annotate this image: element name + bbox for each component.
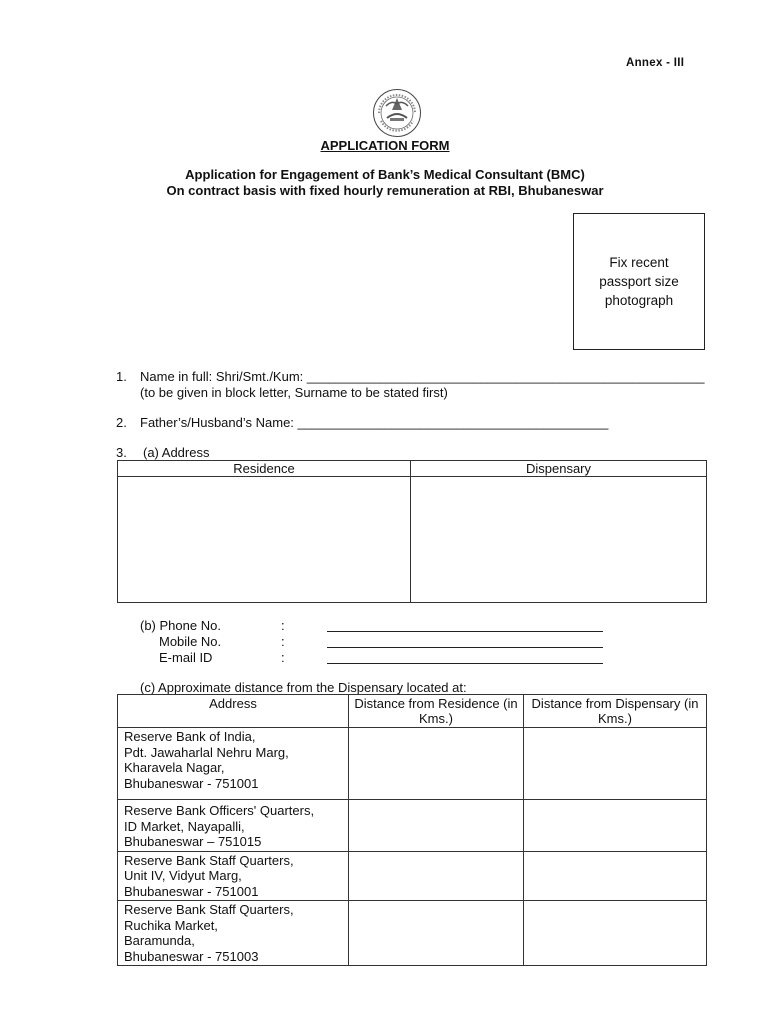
- phone-label: (b) Phone No.: [140, 618, 221, 633]
- distance-table: [117, 694, 707, 966]
- field-number: 2.: [116, 415, 127, 430]
- email-label: E-mail ID: [159, 650, 213, 665]
- address-line: Reserve Bank Staff Quarters,: [124, 852, 294, 868]
- address-line: Baramunda,: [124, 933, 195, 948]
- distance-dispensary-cell[interactable]: [524, 728, 707, 800]
- phone-colon: :: [281, 618, 285, 633]
- address-line: Bhubaneswar – 751015: [124, 834, 262, 849]
- address-line: Reserve Bank Staff Quarters,: [124, 902, 294, 917]
- distance-heading: (c) Approximate distance from the Dispensary located at:: [140, 680, 467, 695]
- dispensary-column-header: Dispensary: [411, 461, 707, 477]
- table-row-address: [118, 800, 349, 852]
- residence-address-cell[interactable]: [118, 477, 411, 603]
- address-line: Ruchika Market,: [124, 917, 218, 933]
- distance-residence-cell[interactable]: [349, 851, 524, 901]
- address-line: Bhubaneswar - 751001: [124, 775, 259, 791]
- address-line: ID Market, Nayapalli,: [124, 818, 245, 834]
- photo-placeholder-box[interactable]: [573, 213, 705, 350]
- field-number: 3.: [116, 445, 127, 460]
- mobile-label: Mobile No.: [159, 634, 222, 649]
- table-row-address: [118, 728, 349, 800]
- distance-dispensary-column-header: Distance from Dispensary (in Kms.): [524, 695, 707, 728]
- email-blank-line[interactable]: [327, 663, 603, 664]
- form-subtitle-line2: On contract basis with fixed hourly remuneration at RBI, Bhubaneswar: [166, 183, 604, 198]
- distance-dispensary-cell[interactable]: [524, 851, 707, 901]
- mobile-colon: :: [281, 634, 285, 649]
- form-title: APPLICATION FORM: [320, 138, 450, 153]
- field-number: 1.: [116, 369, 127, 384]
- distance-residence-column-header: Distance from Residence (in Kms.): [349, 695, 524, 728]
- address-table: [117, 460, 707, 603]
- address-line: Pdt. Jawaharlal Nehru Marg,: [124, 744, 289, 760]
- photo-box-line2: passport size: [599, 274, 679, 289]
- name-field-note: (to be given in block letter, Surname to be stated first): [140, 385, 448, 400]
- distance-residence-cell[interactable]: [349, 800, 524, 852]
- photo-box-line1: Fix recent: [609, 255, 669, 270]
- father-name-field[interactable]: [116, 415, 608, 430]
- address-line: Reserve Bank of India,: [124, 729, 256, 744]
- address-line: Bhubaneswar - 751001: [124, 883, 259, 899]
- address-line: Bhubaneswar - 751003: [124, 948, 259, 964]
- table-row-address: [118, 851, 349, 901]
- name-field[interactable]: [116, 369, 705, 384]
- email-colon: :: [281, 650, 285, 665]
- table-row-address: [118, 901, 349, 966]
- distance-residence-cell[interactable]: [349, 901, 524, 966]
- photo-box-line3: photograph: [604, 293, 674, 308]
- address-heading: [116, 445, 209, 460]
- address-line: Kharavela Nagar,: [124, 760, 225, 775]
- address-label: (a) Address: [143, 445, 210, 460]
- address-column-header: Address: [118, 695, 349, 728]
- father-name-label: Father’s/Husband’s Name: ___________________________________________: [140, 415, 609, 430]
- name-field-label: Name in full: Shri/Smt./Kum: _______________________________________________________: [140, 369, 705, 384]
- dispensary-address-cell[interactable]: [411, 477, 707, 603]
- mobile-blank-line[interactable]: [327, 647, 603, 648]
- rbi-seal-logo: [370, 88, 424, 138]
- residence-column-header: Residence: [118, 461, 411, 477]
- distance-residence-cell[interactable]: [349, 728, 524, 800]
- address-line: Reserve Bank Officers' Quarters,: [124, 803, 315, 818]
- form-subtitle-line1: Application for Engagement of Bank’s Medical Consultant (BMC): [185, 167, 585, 182]
- annex-label: Annex - III: [626, 57, 685, 69]
- phone-blank-line[interactable]: [327, 631, 603, 632]
- distance-dispensary-cell[interactable]: [524, 901, 707, 966]
- address-line: Unit IV, Vidyut Marg,: [124, 868, 242, 883]
- distance-dispensary-cell[interactable]: [524, 800, 707, 852]
